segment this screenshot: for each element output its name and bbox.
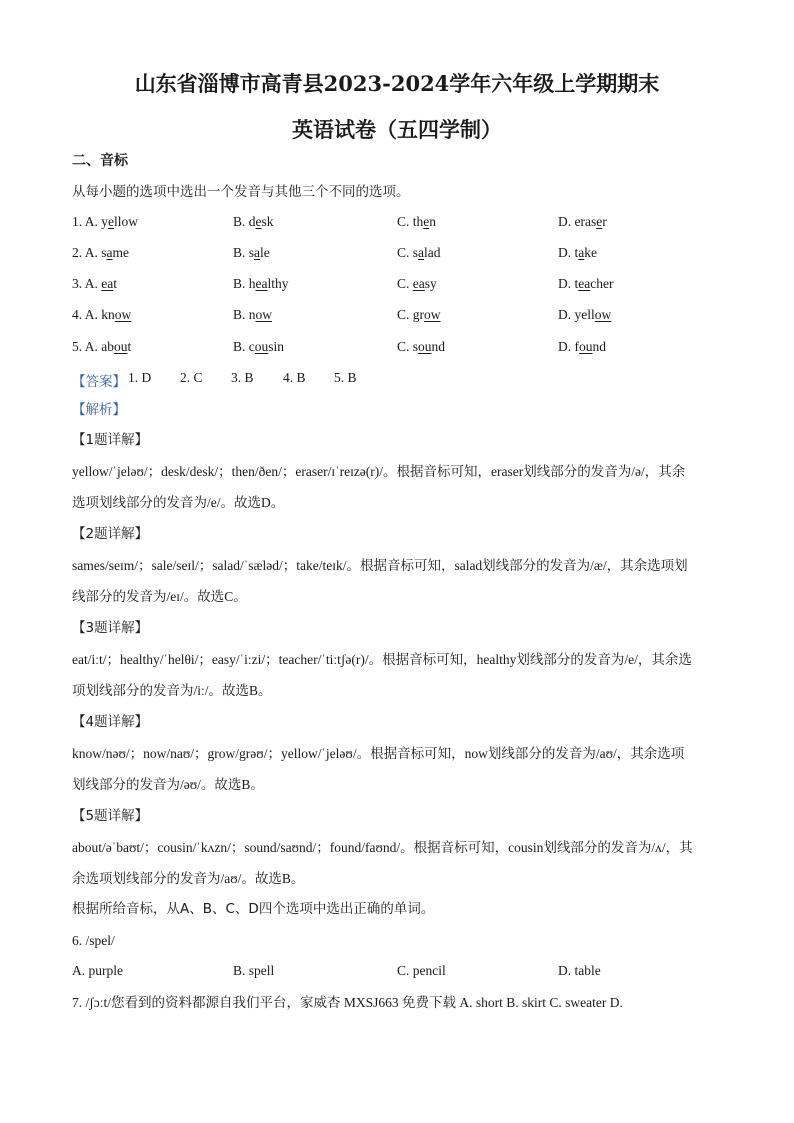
underlined-letters: a — [418, 245, 425, 260]
option-b: B. spell — [233, 963, 275, 978]
option-c: C. then — [397, 214, 437, 229]
answer-1: 1. D — [128, 370, 152, 385]
question-number: 4. A. — [72, 307, 102, 322]
detail-text: yellow/ˈjeləʊ/；desk/desk/；then/ðen/；eraser/ɪˈreɪzə(r)/。根据音标可知，eraser划线部分的发音为/ə/，其余 — [72, 464, 686, 479]
underlined-letters: ow — [255, 307, 273, 322]
answer-2: 2. C — [180, 370, 203, 385]
option-c: C. pencil — [397, 963, 446, 978]
option-b: B. sale — [233, 245, 270, 260]
question-number: 2. A. — [72, 245, 102, 260]
answer-3: 3. B — [231, 370, 254, 385]
detail-text: about/əˈbaʊt/；cousin/ˈkʌzn/；sound/saʊnd/；found/faʊnd/。根据音标可知，cousin划线部分的发音为/ʌ/，其 — [72, 840, 693, 855]
option-b: B. desk — [233, 214, 274, 229]
instruction-text: 从每小题的选项中选出一个发音与其他三个不同的选项。 — [72, 184, 410, 200]
underlined-letters: a — [254, 245, 261, 260]
underlined-letters: ou — [418, 339, 432, 354]
underlined-letters: ow — [594, 307, 612, 322]
detail-text: 划线部分的发音为/əʊ/。故选B。 — [72, 777, 264, 792]
underlined-letters: ou — [579, 339, 593, 354]
underlined-letters: e — [596, 214, 603, 229]
section-heading: 二、音标 — [72, 153, 128, 169]
option-d: D. table — [558, 963, 601, 978]
question-6-prompt: 6. /spel/ — [72, 933, 115, 948]
option-d: D. yellow — [558, 307, 612, 322]
option-d: D. teacher — [558, 276, 614, 291]
detail-heading: 【5题详解】 — [72, 808, 149, 824]
detail-text: 余选项划线部分的发音为/aʊ/。故选B。 — [72, 871, 305, 886]
question-row — [72, 276, 722, 294]
option-b: B. now — [233, 307, 273, 322]
question-6-options — [72, 963, 722, 981]
detail-text: eat/iːt/；healthy/ˈhelθi/；easy/ˈiːzi/；teacher/ˈtiːtʃə(r)/。根据音标可知，healthy划线部分的发音为/e/，其余选 — [72, 652, 692, 667]
question-row — [72, 245, 722, 263]
option-a: A. purple — [72, 963, 123, 978]
question-row — [72, 339, 722, 357]
detail-text: know/nəʊ/；now/naʊ/；grow/grəʊ/；yellow/ˈjeləʊ/。根据音标可知，now划线部分的发音为/aʊ/，其余选项 — [72, 746, 685, 761]
option-a: 5. A. about — [72, 339, 132, 354]
option-d: D. found — [558, 339, 606, 354]
underlined-letters: e — [108, 214, 115, 229]
option-a: 3. A. eat — [72, 276, 118, 291]
option-b: B. healthy — [233, 276, 289, 291]
document-title-line2: 英语试卷（五四学制） — [292, 117, 502, 142]
option-d: D. take — [558, 245, 597, 260]
detail-heading: 【3题详解】 — [72, 620, 149, 636]
question-number: 3. A. — [72, 276, 102, 291]
answer-label: 【答案】 — [72, 374, 126, 390]
question-7: 7. /ʃɔːt/您看到的资料都源自我们平台，家威杏 MXSJ663 免费下载 A. short B. skirt C. sweater D. — [72, 995, 623, 1010]
detail-text: 项划线部分的发音为/iː/。故选B。 — [72, 683, 272, 698]
option-a: 2. A. same — [72, 245, 130, 260]
underlined-letters: ea — [255, 276, 268, 291]
underlined-letters: e — [255, 214, 262, 229]
instruction-text-2: 根据所给音标，从A、B、C、D四个选项中选出正确的单词。 — [72, 901, 435, 917]
underlined-letters: ow — [424, 307, 441, 322]
detail-text: 选项划线部分的发音为/e/。故选D。 — [72, 495, 285, 510]
option-c: C. sound — [397, 339, 446, 354]
option-c: C. grow — [397, 307, 441, 322]
option-a: 1. A. yellow — [72, 214, 139, 229]
question-row — [72, 307, 722, 325]
question-number: 5. A. — [72, 339, 102, 354]
detail-heading: 【4题详解】 — [72, 714, 149, 730]
detail-text: sames/seɪm/；sale/seɪl/；salad/ˈsæləd/；take/teɪk/。根据音标可知，salad划线部分的发音为/æ/，其余选项划 — [72, 558, 688, 573]
answer-4: 4. B — [283, 370, 306, 385]
analysis-label: 【解析】 — [72, 402, 126, 418]
question-row — [72, 214, 722, 232]
option-c: C. salad — [397, 245, 441, 260]
detail-text: 线部分的发音为/eɪ/。故选C。 — [72, 589, 247, 604]
underlined-letters: ea — [101, 276, 114, 291]
option-b: B. cousin — [233, 339, 285, 354]
underlined-letters: ou — [114, 339, 128, 354]
detail-heading: 【2题详解】 — [72, 526, 149, 542]
option-c: C. easy — [397, 276, 437, 291]
underlined-letters: ow — [114, 307, 132, 322]
option-a: 4. A. know — [72, 307, 132, 322]
detail-heading: 【1题详解】 — [72, 432, 149, 448]
underlined-letters: a — [106, 245, 113, 260]
underlined-letters: ea — [412, 276, 425, 291]
option-d: D. eraser — [558, 214, 607, 229]
underlined-letters: e — [423, 214, 430, 229]
underlined-letters: ea — [578, 276, 591, 291]
question-number: 1. A. — [72, 214, 102, 229]
underlined-letters: ou — [254, 339, 269, 354]
answer-5: 5. B — [334, 370, 357, 385]
underlined-letters: a — [578, 245, 585, 260]
document-title-line1: 山东省淄博市高青县2023-2024学年六年级上学期期末 — [134, 71, 660, 96]
